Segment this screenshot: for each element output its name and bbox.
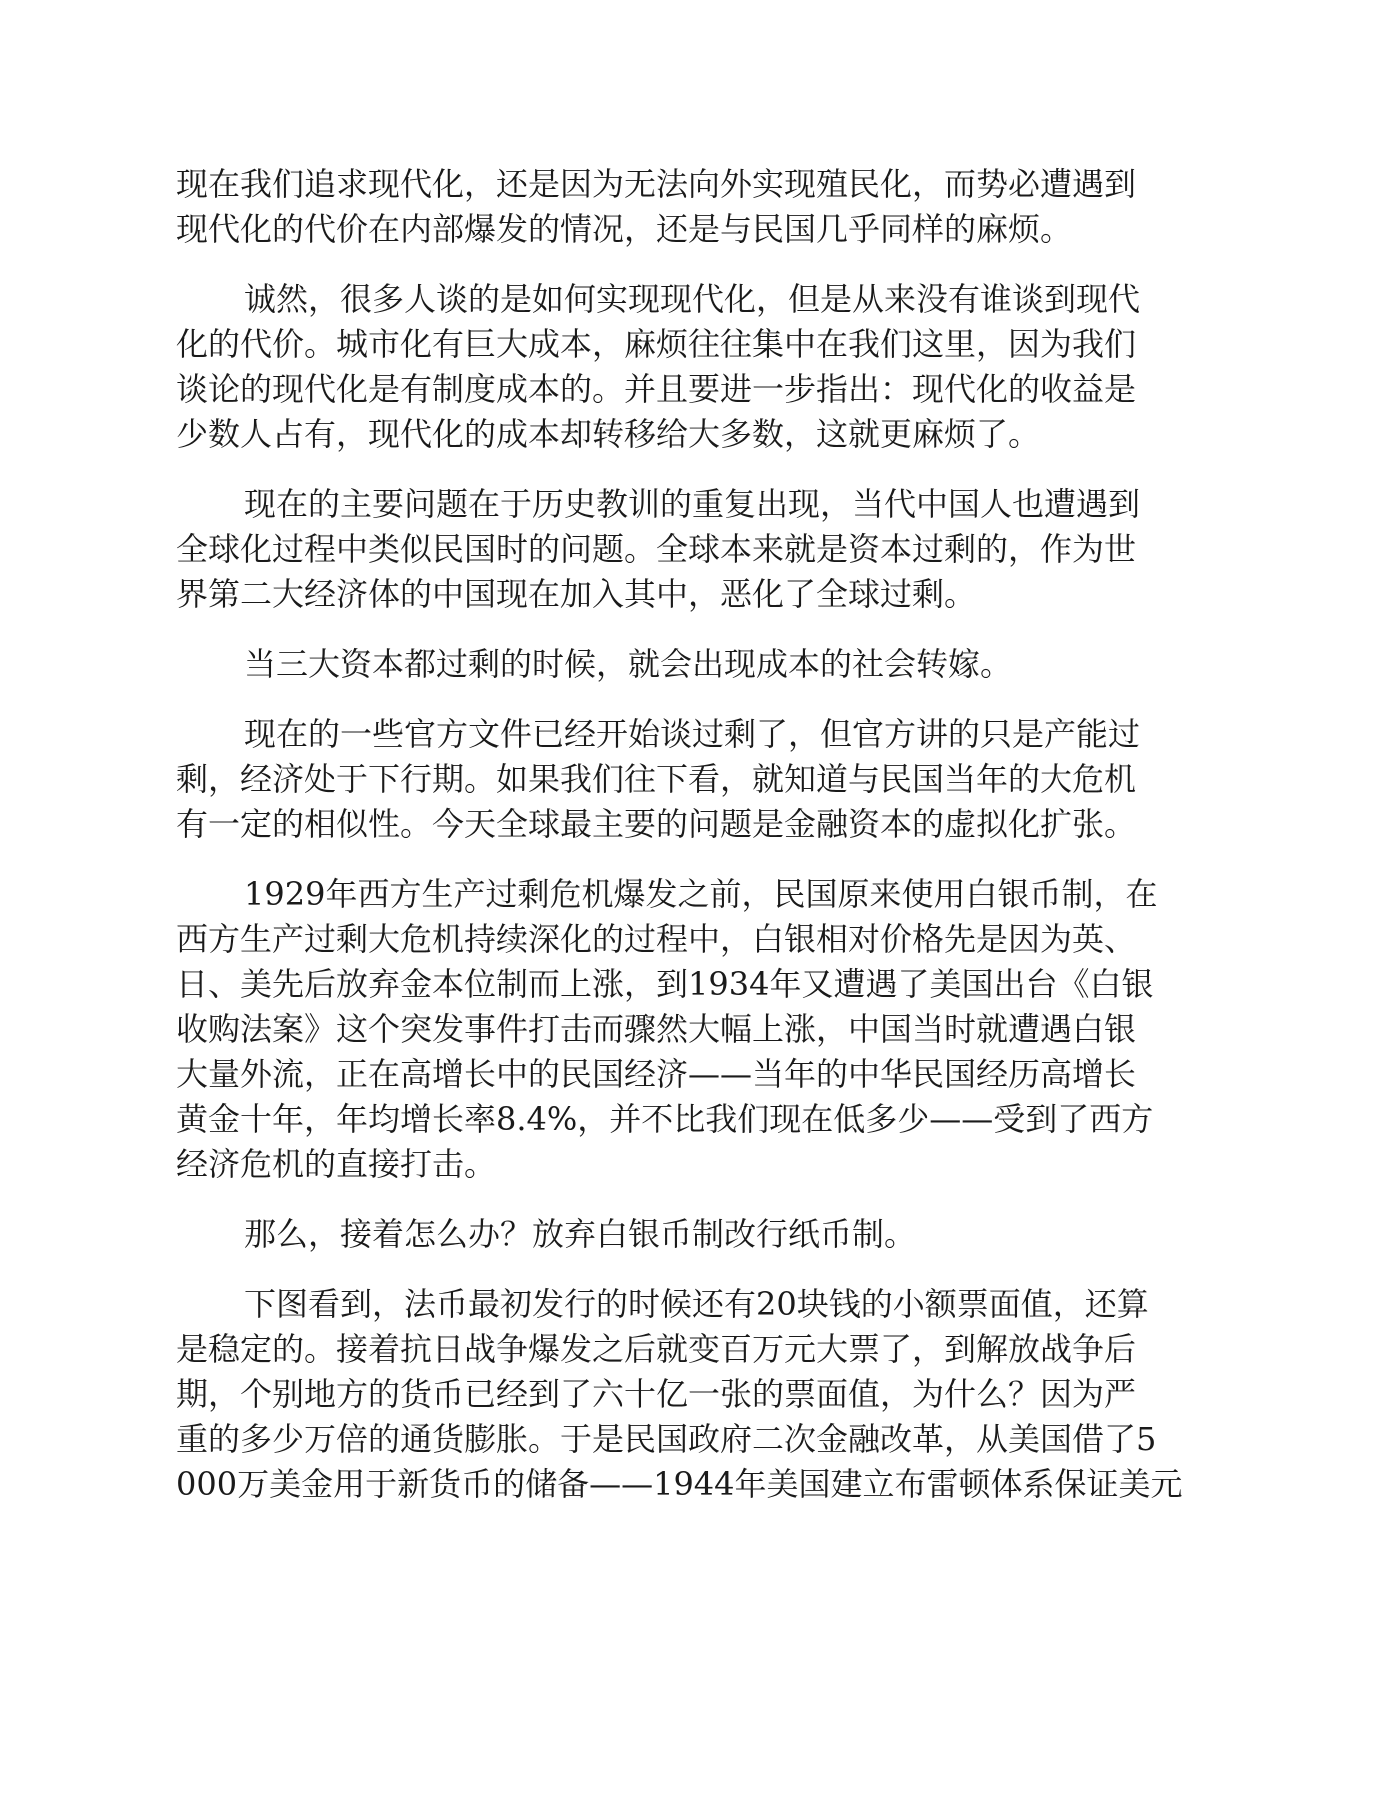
text-line: 现代化的代价在内部爆发的情况，还是与民国几乎同样的麻烦。 <box>176 210 1073 248</box>
paragraph-6 <box>176 872 1216 1187</box>
text-line: 期，个别地方的货币已经到了六十亿一张的票面值，为什么？因为严 <box>176 1375 1137 1413</box>
paragraph-1 <box>176 162 1216 252</box>
text-line: 现在的一些官方文件已经开始谈过剩了，但官方讲的只是产能过 <box>244 715 1141 753</box>
text-line: 是稳定的。接着抗日战争爆发之后就变百万元大票了，到解放战争后 <box>176 1330 1137 1368</box>
text-line: 诚然，很多人谈的是如何实现现代化，但是从来没有谁谈到现代 <box>244 280 1141 318</box>
paragraph-4 <box>176 642 1216 687</box>
text-line: 重的多少万倍的通货膨胀。于是民国政府二次金融改革，从美国借了5 <box>176 1420 1157 1458</box>
text-line: 现在我们追求现代化，还是因为无法向外实现殖民化，而势必遭遇到 <box>176 165 1137 203</box>
text-line: 经济危机的直接打击。 <box>176 1145 497 1183</box>
paragraph-5 <box>176 712 1216 847</box>
text-line: 剩，经济处于下行期。如果我们往下看，就知道与民国当年的大危机 <box>176 760 1137 798</box>
text-line: 当三大资本都过剩的时候，就会出现成本的社会转嫁。 <box>244 645 1013 683</box>
text-line: 日、美先后放弃金本位制而上涨，到1934年又遭遇了美国出台《白银 <box>176 965 1154 1003</box>
text-line: 黄金十年，年均增长率8.4%，并不比我们现在低多少——受到了西方 <box>176 1100 1154 1138</box>
text-line: 1929年西方生产过剩危机爆发之前，民国原来使用白银币制，在 <box>244 875 1158 913</box>
paragraph-7 <box>176 1212 1216 1257</box>
text-line: 下图看到，法币最初发行的时候还有20块钱的小额票面值，还算 <box>244 1285 1149 1323</box>
paragraph-3 <box>176 482 1216 617</box>
paragraph-8 <box>176 1282 1216 1507</box>
document-page <box>176 162 1216 1532</box>
text-line: 谈论的现代化是有制度成本的。并且要进一步指出：现代化的收益是 <box>176 370 1137 408</box>
paragraph-2 <box>176 277 1216 457</box>
text-line: 000万美金用于新货币的储备——1944年美国建立布雷顿体系保证美元 <box>176 1465 1183 1503</box>
text-line: 有一定的相似性。今天全球最主要的问题是金融资本的虚拟化扩张。 <box>176 805 1137 843</box>
text-line: 大量外流，正在高增长中的民国经济——当年的中华民国经历高增长 <box>176 1055 1137 1093</box>
text-line: 化的代价。城市化有巨大成本，麻烦往往集中在我们这里，因为我们 <box>176 325 1137 363</box>
text-line: 现在的主要问题在于历史教训的重复出现，当代中国人也遭遇到 <box>244 485 1141 523</box>
text-line: 那么，接着怎么办？放弃白银币制改行纸币制。 <box>244 1215 917 1253</box>
text-line: 少数人占有，现代化的成本却转移给大多数，这就更麻烦了。 <box>176 415 1041 453</box>
text-line: 全球化过程中类似民国时的问题。全球本来就是资本过剩的，作为世 <box>176 530 1137 568</box>
text-line: 收购法案》这个突发事件打击而骤然大幅上涨，中国当时就遭遇白银 <box>176 1010 1137 1048</box>
text-line: 界第二大经济体的中国现在加入其中，恶化了全球过剩。 <box>176 575 977 613</box>
text-line: 西方生产过剩大危机持续深化的过程中，白银相对价格先是因为英、 <box>176 920 1137 958</box>
